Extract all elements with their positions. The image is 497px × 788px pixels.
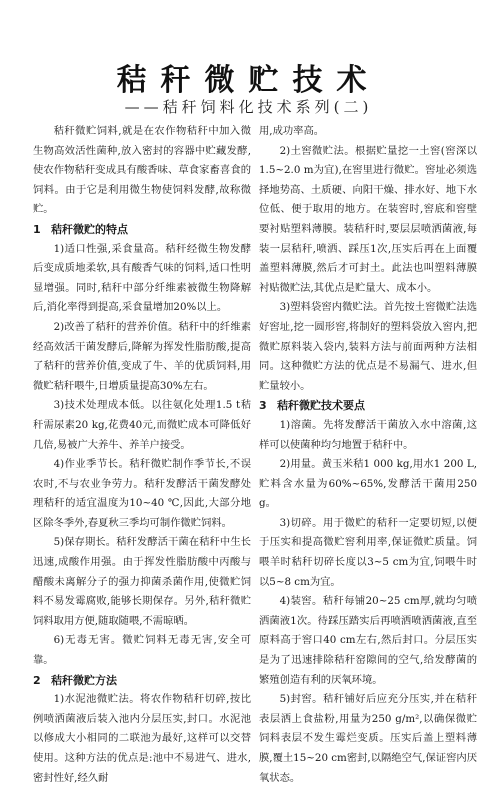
- paragraph: 2)用量。黄玉米秸1 000 kg,用水1 200 L,贮料含水量为60%~65%,发酵活干菌用250 g。: [259, 458, 477, 510]
- paragraph: 3)技术处理成本低。以往氨化处理1.5 t秸秆需尿素20 kg,花费40元,而微贮成本可降低好几倍,易被广大养牛、养羊户接受。: [33, 399, 251, 451]
- paragraph: 5)封窖。秸秆铺好后应充分压实,并在秸秆表层洒上食盐粉,用量为250 g/m²,以确保微贮饲料表层不发生霉烂变质。压实后盖上塑料薄膜,覆土15~20 cm密封,以隔绝空气,保证窖内厌氧状态。: [259, 693, 477, 784]
- section-number: 2: [33, 673, 41, 687]
- intro-paragraph: 秸秆微贮饲料,就是在农作物秸秆中加入微生物高效活性菌种,放入密封的容器中贮藏发酵,使农作物秸秆变成具有酸香味、草食家畜喜食的饲料。由于它是利用微生物使饲料发酵,故称微贮。: [33, 125, 251, 216]
- left-column: [33, 122, 251, 788]
- paragraph: 4)装窖。秸秆每铺20~25 cm厚,就均匀喷洒菌液1次。待踩压踏实后再喷洒喷洒菌液,直至原料高于窖口40 cm左右,然后封口。分层压实是为了迅速排除秸秆窑隙间的空气,给发酵菌的繁殖创造有利的厌氧环境。: [259, 595, 477, 686]
- article-subtitle: ——秸秆饲料化技术系列(二): [124, 98, 373, 116]
- paragraph: 4)作业季节长。秸秆微贮制作季节长,不误农时,不与农业争劳力。秸秆发酵活干菌发酵处理秸秆的适宜温度为10~40 ℃,因此,大部分地区除冬季外,春夏秋三季均可制作微贮饲料。: [33, 458, 251, 529]
- paragraph: 3)切碎。用于微贮的秸秆一定要切短,以便于压实和提高微贮窖利用率,保证微贮质量。饲喂羊时秸秆切碎长度以3~5 cm为宜,饲喂牛时以5~8 cm为宜。: [259, 516, 477, 588]
- article-title: 秸秆微贮技术: [116, 63, 381, 98]
- paragraph: 2)改善了秸秆的营养价值。秸秆中的纤维素经高效活干菌发酵后,降解为挥发性脂肪酸,提高了秸秆的营养价值,变成了牛、羊的优质饲料,用微贮秸秆喂牛,日增质量提高30%左右。: [33, 320, 251, 392]
- paragraph: 2)土窖微贮法。根据贮量挖一土窖(窖深以1.5~2.0 m为宜),在窖里进行微贮。窖址必须选择地势高、土质硬、向阳干燥、排水好、地下水位低、便于取用的地方。在装窖时,窖底和窖壁要衬贴塑料薄膜。装秸秆时,要层层喷洒菌液,每装一层秸秆,喷洒、踩压1次,压实后再在上面覆盖塑料薄膜,然后才可封土。此法也叫塑料薄膜衬贴微贮法,其优点是贮量大、成本小。: [259, 144, 477, 294]
- section-title: 秸秆微贮的特点: [51, 222, 128, 236]
- paragraph: 1)适口性强,采食量高。秸秆经微生物发酵后变成质地柔软,具有酸香气味的饲料,适口性明显增强。同时,秸秆中部分纤维素被微生物降解后,消化率得到提高,采食量增加20%以上。: [33, 242, 251, 314]
- paragraph: 6)无毒无害。微贮饲料无毒无害,安全可靠。: [33, 634, 251, 667]
- paragraph: 3)塑料袋窖内微贮法。首先按土窖微贮法选好窖址,挖一圆形窖,将制好的塑料袋放入窖内,把微贮原料装入袋内,装料方法与前面两种方法相同。这种微贮方法的优点是不易漏气、进水,但贮量较小。: [259, 301, 477, 392]
- section-number: 1: [33, 222, 41, 236]
- section-heading-2: [33, 671, 251, 691]
- paragraph: 用,成功率高。: [259, 125, 325, 137]
- section-number: 3: [259, 399, 267, 413]
- section-heading-3: [259, 396, 477, 416]
- section-heading-1: [33, 220, 251, 240]
- paragraph: 5)保存期长。秸秆发酵活干菌在秸秆中生长迅速,成酸作用强。由于挥发性脂肪酸中丙酸与醋酸未离解分子的强力抑菌杀菌作用,使微贮饲料不易发霉腐败,能够长期保存。另外,秸秆微贮饲料取用方便,随取随喂,不需晾晒。: [33, 536, 251, 627]
- section-title: 秸秆微贮方法: [51, 673, 117, 687]
- section-title: 秸秆微贮技术要点: [277, 399, 365, 413]
- paragraph: 1)水泥池微贮法。将农作物秸秆切碎,按比例喷洒菌液后装入池内分层压实,封口。水泥池以修成大小相同的二联池为最好,这样可以交替使用。这种方法的优点是:池中不易进气、进水,密封性好,经久耐: [33, 693, 251, 784]
- paragraph: 1)溶菌。先将发酵活干菌放入水中溶菌,这样可以使菌种均匀地置于秸秆中。: [259, 418, 477, 451]
- right-column: [259, 122, 477, 788]
